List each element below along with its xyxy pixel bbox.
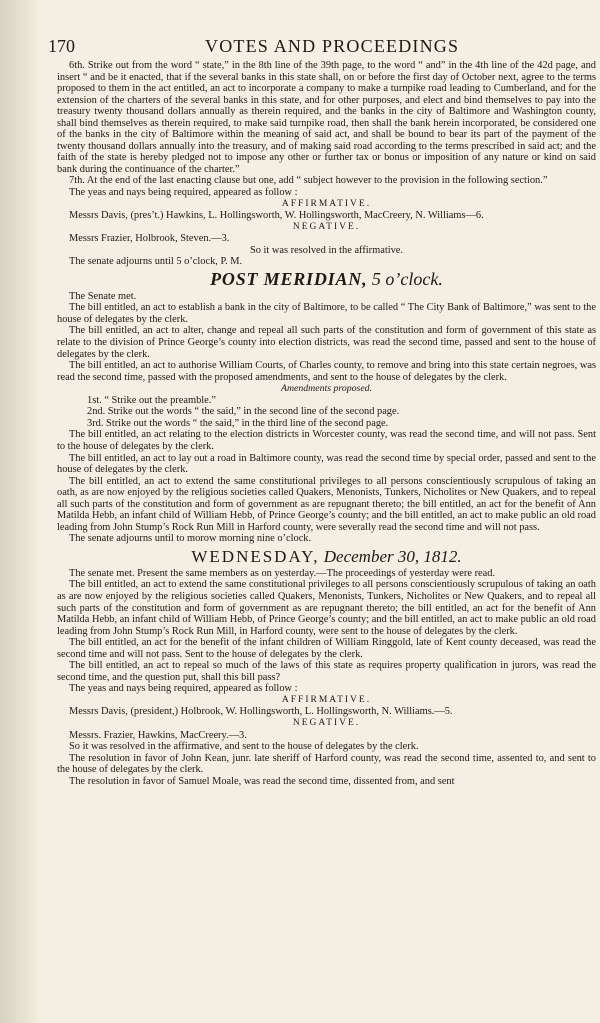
running-head: VOTES AND PROCEEDINGS <box>205 36 460 56</box>
page-header <box>48 36 596 58</box>
affirmative-names: Messrs Davis, (president,) Holbrook, W. Hollingsworth, L. Hollingsworth, N. Williams.—5. <box>69 706 453 718</box>
amendment-item: 2nd. Strike out the words “ the said,” in the second line of the second page. <box>87 406 400 418</box>
negative-label: NEGATIVE. <box>292 221 361 232</box>
session-heading <box>57 269 596 289</box>
paragraph: The bill entitled, an act to repeal so much of the laws of this state as requires property qualification in jurors, was read the second time, and the question put, shall this bill pass? <box>57 660 596 683</box>
paragraph: The bill entitled, an act for the benefit of the infant children of William Ringgold, late of Kent county deceased, was read the second time and will not pass. Sent to the house of delegates by the clerk. <box>57 637 596 660</box>
page-number: 170 <box>48 36 75 56</box>
body-text <box>57 60 596 787</box>
negative-label: NEGATIVE. <box>292 717 361 728</box>
paragraph: The resolution in favor of Samuel Moale, was read the second time, dissented from, and sent <box>69 775 455 787</box>
paragraph: The bill entitled, an act to extend the same constitutional privileges to all persons conscientiously scrupulous of taking an oath, as are now enjoyed by the religious societies called Quakers, Menonists, Tunkers, Nicholites or New Quakers, and to repeal all such parts of the constitution and form of government as are repugnant thereto; the bill entitled, an act for the benefit of Ann Matilda Hebb, an infant child of William Hebb, of Prince George’s county; and the bill entitled, an act to make public an old road leading from John Stump’s Rock Run Mill in Harford county, were severally read the second time and will not pass. <box>57 475 596 533</box>
date-heading-day: WEDNESDAY, <box>191 546 320 566</box>
paragraph: The bill entitled, an act relating to the election districts in Worcester county, was read the second time, and will not pass. Sent to the house of delegates by the clerk. <box>57 429 596 452</box>
paragraph: 7th. At the end of the last enacting clause but one, add “ subject however to the provision in the following section.” <box>69 175 548 187</box>
negative-names: Messrs. Frazier, Hawkins, MacCreery.—3. <box>69 729 247 741</box>
paragraph: The bill entitled, an act to establish a bank in the city of Baltimore, to be called “ The City Bank of Baltimore,” was sent to the house of delegates by the clerk. <box>57 302 596 325</box>
session-heading-title: POST MERIDIAN, <box>210 268 368 289</box>
paragraph: So it was resolved in the affirmative. <box>249 244 404 256</box>
paragraph: The bill entitled, an act to alter, change and repeal all such parts of the constitution and form of government of this state as relate to the division of Prince George’s county into election districts, was read the second time, passed and sent to the house of delegates by the clerk. <box>57 325 596 360</box>
negative-names: Messrs Frazier, Holbrook, Steven.—3. <box>69 233 230 245</box>
paragraph: So it was resolved in the affirmative, and sent to the house of delegates by the clerk. <box>69 741 419 753</box>
amendment-item: 3rd. Strike out the words “ the said,” in the third line of the second page. <box>87 417 389 429</box>
paragraph: The bill entitled, an act to authorise William Courts, of Charles county, to remove and bring into this state certain negroes, was read the second time, passed with the proposed amendments, and sent to the house of delegates by the clerk. <box>57 360 596 383</box>
amendment-item: 1st. “ Strike out the preamble.” <box>87 394 216 406</box>
paragraph: The senate met. Present the same members as on yesterday.—The proceedings of yesterday were read. <box>69 567 496 579</box>
affirmative-label: AFFIRMATIVE. <box>281 694 372 705</box>
paragraph: The bill entitled, an act to lay out a road in Baltimore county, was read the second time by special order, passed and sent to the house of delegates by the clerk. <box>57 452 596 476</box>
paragraph: The yeas and nays being required, appeared as follow : <box>69 683 298 695</box>
affirmative-label: AFFIRMATIVE. <box>281 198 372 209</box>
paragraph: The Senate met. <box>69 290 137 302</box>
date-heading <box>57 547 596 567</box>
binding-gutter <box>0 0 40 1023</box>
paragraph: The yeas and nays being required, appeared as follow : <box>69 187 298 199</box>
session-heading-time: 5 o’clock. <box>371 268 443 289</box>
paragraph: The senate adjourns until 5 o’clock, P. M. <box>69 256 243 268</box>
paragraph: The bill entitled, an act to extend the same constitutional privileges to all persons conscientiously scrupulous of taking an oath as are now enjoyed by the religious societies called Quakers, Menonists, Tunkers, Nicholites or New Quakers, and to repeal all such parts of the constitution and form of government as are repugnant thereto; the bill entitled, an act for the benefit of Ann Matilda Hebb, an infant child of William Hebb, of Prince George’s county; and the bill entitled, an act to make public an old road leading from John Stump’s Rock Run Mill, in Harford county, were sent to the house of delegates by the clerk. <box>57 579 596 637</box>
paragraph: The senate adjourns until to morow morning nine o’clock. <box>69 533 312 545</box>
amendments-label: Amendments proposed. <box>280 383 373 395</box>
amendments-list <box>57 395 596 430</box>
paragraph: 6th. Strike out from the word “ state,” in the 8th line of the 39th page, to the word “ and” in the 4th line of the 42d page, and insert “ and be it enacted, that if the several banks in this state shall, on or before the first day of October next, agree to the terms proposed to them in the act entitled, an act to incorporate a company to make a turnpike road leading to Cumberland, and for the extension of the charters of the several banks in this state, and for other purposes, and elect and bind themselves to pay into the treasury twenty thousand dollars annually as therein required, and the banks in the city of Baltimore and Washington county, shall bind themselves as therein required, to make said turnpike road, then shall the bank herein incorporated, be considered one of the banks in the city of Baltimore within the meaning of said act, and shall be bound to bear its part of the payment of the twenty thousand dollars annually into the treasury, and of making said road according to the terms prescribed in said act; and the faith of the state is hereby pledged not to impose any other or further tax or bonus or imposition of any nature or kind on said bank during the continuance of the charter.” <box>57 60 596 175</box>
affirmative-names: Messrs Davis, (pres’t.) Hawkins, L. Hollingsworth, W. Hollingsworth, MacCreery, N. Williams—6. <box>69 210 484 222</box>
date-heading-date: December 30, 1812. <box>323 546 462 566</box>
paragraph: The resolution in favor of John Kean, junr. late sheriff of Harford county, was read the second time, assented to, and sent to the house of delegates by the clerk. <box>57 752 596 776</box>
